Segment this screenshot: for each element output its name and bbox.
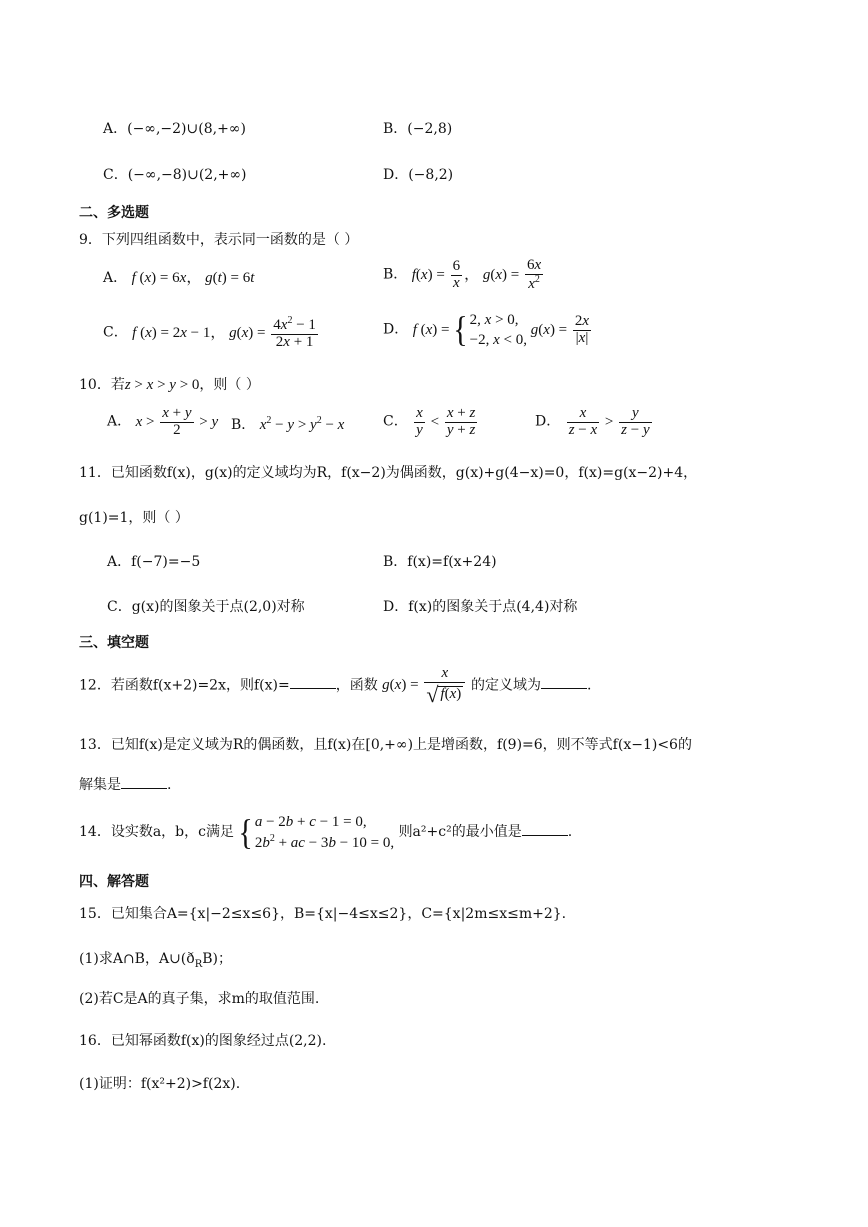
- q9-option-a: [103, 266, 254, 287]
- q8-option-b: B．(−2,8): [383, 121, 453, 137]
- q9-c-label: C．: [103, 324, 128, 341]
- section-heading-fill-in: 三、填空题: [79, 635, 149, 651]
- answer-blank[interactable]: [121, 776, 167, 789]
- q9-b-label: B．: [383, 266, 408, 283]
- q10-option-a: A． x > $\frac{x + y}{2}$ > y: [107, 405, 219, 438]
- section-heading-solutions: 四、解答题: [79, 874, 149, 890]
- q8-option-c: C．(−∞,−8)∪(2,+∞): [103, 167, 247, 183]
- q10-stem-post: ，则（ ）: [199, 377, 260, 393]
- q11-stem-line2: g(1)=1，则（ ）: [79, 510, 189, 526]
- q13-line1: 13．已知f(x)是定义域为R的偶函数，且f(x)在[0,+∞)上是增函数，f(9)=6，则不等式f(x−1)<6的: [79, 737, 692, 753]
- q13-line2-end: .: [167, 777, 172, 793]
- q9-option-b: [383, 258, 545, 293]
- q14-post: 则a²+c²的最小值是: [398, 824, 522, 841]
- section-heading-multi-choice: 二、多选题: [79, 205, 149, 221]
- q8-option-a: A．(−∞,−2)∪(8,+∞): [103, 121, 246, 137]
- answer-blank[interactable]: [541, 676, 587, 689]
- q15-part1-text: (1)求A∩B，A∪(ð: [79, 951, 195, 967]
- q10-condition: z > x > y > 0: [124, 377, 200, 393]
- q14-pre: 14．设实数a，b，c满足: [79, 824, 234, 841]
- q10-option-b: B． $x^2 - y > y^2 - x$: [231, 415, 345, 433]
- answer-blank[interactable]: [290, 676, 336, 689]
- q13-line2-pre: 解集是: [79, 777, 121, 793]
- q9-c-math: f (x) = 2x − 1， g(x) = $\frac{4x^2 - 1}{2x + 1}$: [132, 315, 316, 350]
- q12-end: .: [586, 677, 592, 694]
- q11-option-a: A．f(−7)=−5: [107, 554, 201, 570]
- q12-pre: 12．若函数f(x+2)=2x，则f(x)=: [79, 677, 290, 694]
- q9-option-d: [383, 310, 593, 351]
- q9-d-label: D．: [383, 321, 409, 338]
- q12-mid: ，函数: [335, 677, 378, 694]
- q10-option-d: D． $\frac{x}{z - x}$ > $\frac{y}{z - y}$: [535, 405, 650, 438]
- q8-option-d: D．(−8,2): [383, 167, 454, 183]
- q15-part1: [79, 948, 232, 970]
- q14: [79, 812, 572, 854]
- q9-a-math: f (x) = 6x， g(t) = 6t: [131, 270, 255, 286]
- q15-part1-end: B)；: [202, 951, 232, 967]
- q12-g-def: g(x) = $\frac{x}{√ f(x)}$: [382, 677, 471, 693]
- q14-system: { a − 2b + c − 1 = 0, $2b^2$ + ac − 3b − 10 = 0,: [238, 812, 395, 852]
- q10-stem-pre: 10．若: [79, 377, 125, 393]
- q16-stem: 16．已知幂函数f(x)的图象经过点(2,2).: [79, 1033, 327, 1049]
- q9-option-c: [103, 316, 320, 351]
- q12-post: 的定义域为: [470, 677, 541, 694]
- q9-stem: 9．下列四组函数中，表示同一函数的是（ ）: [79, 232, 359, 248]
- q11-option-c: C．g(x)的图象关于点(2,0)对称: [107, 599, 305, 615]
- q15-stem: 15．已知集合A={x|−2≤x≤6}，B={x|−4≤x≤2}，C={x|2m≤x≤m+2}.: [79, 906, 567, 922]
- q10-stem: [79, 374, 260, 394]
- q10-option-c: C． $\frac{x}{y}$ < $\frac{x + z}{y + z}$: [383, 405, 476, 438]
- q9-a-label: A．: [103, 270, 128, 286]
- q11-stem-line1: 11．已知函数f(x)，g(x)的定义域均为R，f(x−2)为偶函数，g(x)+g(4−x)=0，f(x)=g(x−2)+4，: [79, 465, 698, 481]
- q15-complement-sub: R: [194, 958, 203, 970]
- q11-option-b: B．f(x)=f(x+24): [383, 554, 497, 570]
- q15-part2: (2)若C是A的真子集，求m的取值范围.: [79, 991, 320, 1007]
- q14-end: .: [567, 824, 573, 841]
- q13-line2: [79, 774, 171, 794]
- q10-options: [107, 406, 218, 439]
- q9-b-math: f(x) = $\frac{6}{x}$ ， g(x) = $\frac{6x}{x^2}$: [411, 257, 542, 292]
- q12: [79, 666, 591, 706]
- answer-blank[interactable]: [522, 823, 568, 836]
- q11-option-d: D．f(x)的图象关于点(4,4)对称: [383, 599, 578, 615]
- q9-d-math: f (x) = { 2, x > 0, −2, x < 0, g(x) = $\frac{2x}{|x|}$: [412, 309, 590, 350]
- q16-part1: (1)证明：f(x²+2)>f(2x).: [79, 1076, 241, 1092]
